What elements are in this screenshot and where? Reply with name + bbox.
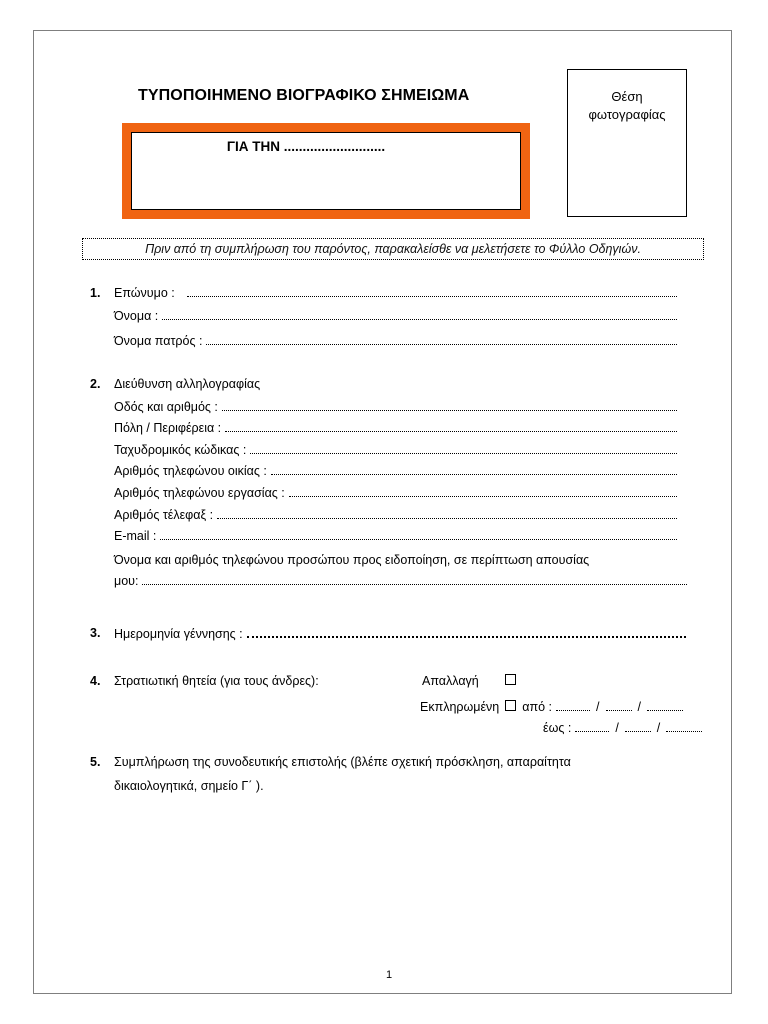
- fax-row: [114, 508, 677, 522]
- city-row: [114, 421, 677, 435]
- to-row: [543, 721, 702, 735]
- email-field[interactable]: [160, 529, 677, 540]
- birthdate-label: Ημερομηνία γέννησης :: [114, 627, 243, 641]
- section-5-number: 5.: [90, 755, 101, 769]
- emergency-label: μου:: [114, 574, 139, 588]
- from-day-field[interactable]: [556, 701, 590, 711]
- instructions-notice: Πριν από τη συμπλήρωση του παρόντος, παρακαλείσθε να μελετήσετε το Φύλλο Οδηγιών.: [82, 238, 704, 260]
- from-month-field[interactable]: [606, 701, 632, 711]
- slash: /: [656, 721, 661, 735]
- postal-field[interactable]: [250, 443, 677, 454]
- exempt-label: Απαλλαγή: [422, 674, 479, 688]
- name-label: Όνομα :: [114, 309, 159, 323]
- street-field[interactable]: [222, 400, 677, 411]
- completed-label: Εκπληρωμένη: [420, 700, 500, 714]
- home-phone-row: [114, 464, 677, 478]
- photo-placeholder: [567, 69, 687, 217]
- email-label: E-mail :: [114, 529, 157, 543]
- exempt-option: [422, 674, 516, 688]
- street-label: Οδός και αριθμός :: [114, 400, 218, 414]
- position-box: [131, 132, 521, 210]
- emergency-row: [114, 574, 687, 588]
- position-box-frame: [122, 123, 530, 219]
- section-2-number: 2.: [90, 377, 101, 391]
- to-label: έως :: [543, 721, 572, 735]
- from-label: από :: [522, 700, 553, 714]
- father-name-field[interactable]: [206, 334, 677, 345]
- city-field[interactable]: [225, 421, 677, 432]
- home-phone-field[interactable]: [271, 464, 677, 475]
- work-phone-label: Αριθμός τηλεφώνου εργασίας :: [114, 486, 285, 500]
- completed-checkbox[interactable]: [505, 700, 516, 711]
- father-name-row: [114, 334, 677, 348]
- to-year-field[interactable]: [666, 722, 702, 732]
- photo-label-line1: Θέση: [611, 89, 643, 104]
- position-dots: ...........................: [283, 139, 386, 154]
- position-line: [132, 139, 520, 154]
- email-row: [114, 529, 677, 543]
- section-4-number: 4.: [90, 674, 101, 688]
- from-year-field[interactable]: [647, 701, 683, 711]
- surname-field[interactable]: [187, 286, 677, 297]
- photo-label-line2: φωτογραφίας: [588, 107, 666, 122]
- emergency-line1: Όνομα και αριθμός τηλεφώνου προσώπου προς ειδοποίηση, σε περίπτωση απουσίας: [114, 553, 590, 567]
- home-phone-label: Αριθμός τηλεφώνου οικίας :: [114, 464, 267, 478]
- street-row: [114, 400, 677, 414]
- page-title: ΤΥΠΟΠΟΙΗΜΕΝΟ ΒΙΟΓΡΑΦΙΚΟ ΣΗΜΕΙΩΜΑ: [138, 87, 470, 104]
- to-day-field[interactable]: [575, 722, 609, 732]
- section-1-number: 1.: [90, 286, 101, 300]
- military-label: Στρατιωτική θητεία (για τους άνδρες):: [114, 674, 319, 688]
- name-field[interactable]: [162, 309, 677, 320]
- work-phone-field[interactable]: [289, 486, 677, 497]
- slash: /: [637, 700, 641, 714]
- birthdate-row: [114, 626, 686, 641]
- position-label: ΓΙΑ ΤΗΝ: [226, 139, 281, 154]
- fax-field[interactable]: [217, 508, 677, 519]
- exempt-checkbox[interactable]: [505, 674, 516, 685]
- to-month-field[interactable]: [625, 722, 651, 732]
- city-label: Πόλη / Περιφέρεια :: [114, 421, 222, 435]
- completed-option: [420, 700, 683, 714]
- postal-label: Ταχυδρομικός κώδικας :: [114, 443, 247, 457]
- surname-label: Επώνυμο :: [114, 286, 175, 300]
- father-name-label: Όνομα πατρός :: [114, 334, 203, 348]
- name-row: [114, 309, 677, 323]
- slash: /: [596, 700, 600, 714]
- document-page: [33, 30, 732, 994]
- address-heading: Διεύθυνση αλληλογραφίας: [114, 377, 261, 391]
- work-phone-row: [114, 486, 677, 500]
- birthdate-field[interactable]: [247, 626, 686, 638]
- fax-label: Αριθμός τέλεφαξ :: [114, 508, 214, 522]
- cover-letter-line1: Συμπλήρωση της συνοδευτικής επιστολής (βλέπε σχετική πρόσκληση, απαραίτητα: [114, 755, 571, 769]
- postal-row: [114, 443, 677, 457]
- cover-letter-line2: δικαιολογητικά, σημείο Γ΄ ).: [114, 779, 264, 793]
- emergency-field[interactable]: [142, 574, 687, 585]
- section-3-number: 3.: [90, 626, 101, 640]
- slash: /: [615, 721, 619, 735]
- surname-row: [114, 286, 677, 300]
- page-number: 1: [386, 969, 393, 981]
